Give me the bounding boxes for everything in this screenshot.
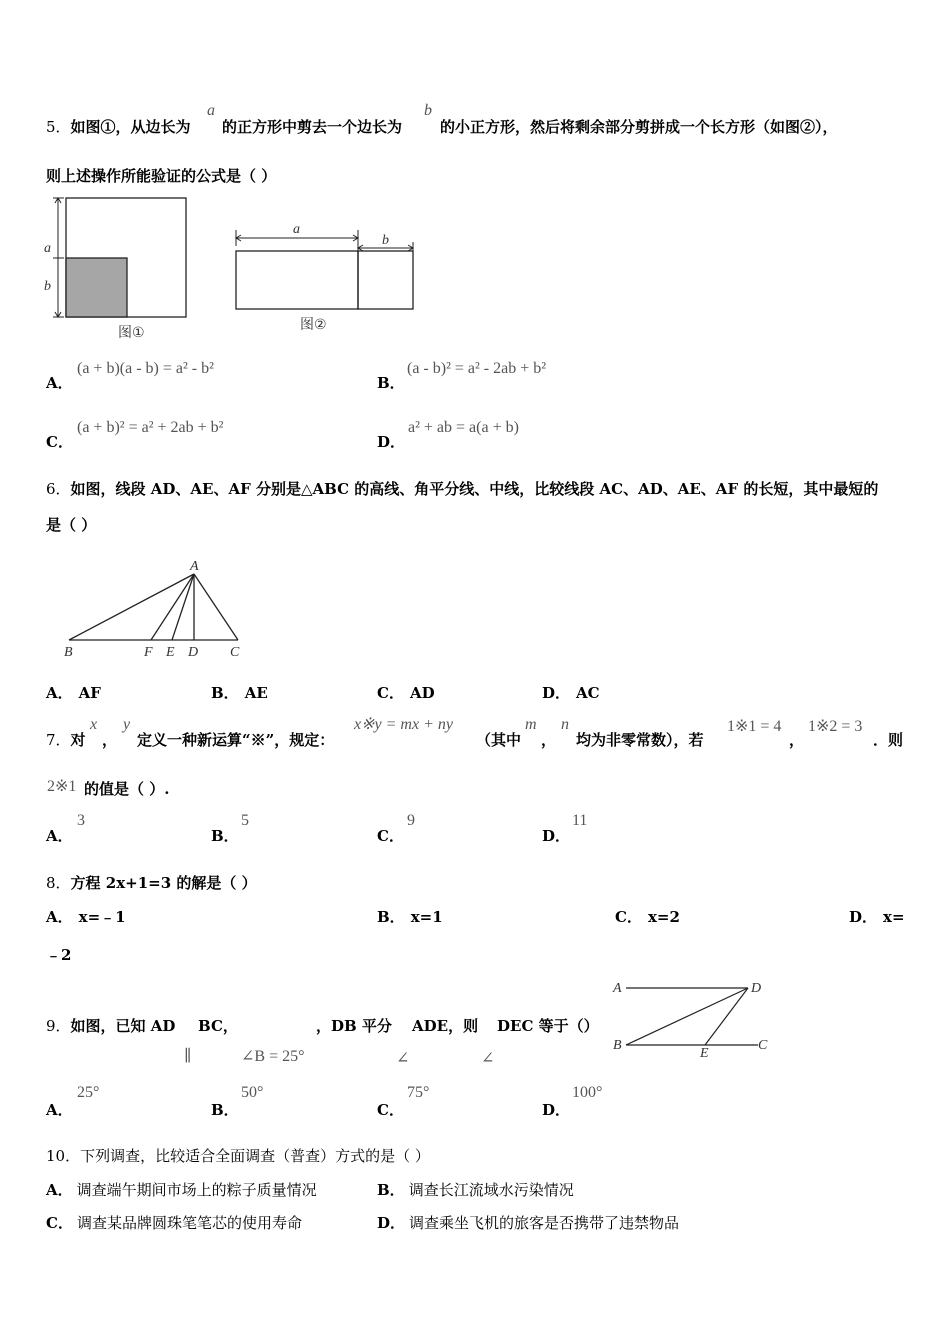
q9-number: 9．	[46, 1017, 71, 1035]
q8-option-c-value: x=2	[647, 908, 680, 926]
q8-option-d[interactable]	[849, 906, 905, 927]
q10-stem	[46, 1145, 430, 1166]
q10-option-a-value: 调查端午期间市场上的粽子质量情况	[76, 1181, 317, 1199]
q5-figure-2	[228, 218, 423, 338]
q8-option-b-label: B．	[377, 908, 405, 926]
q5-text-b: 的正方形中剪去一个边长为	[222, 118, 403, 136]
q9-t2: BC，	[198, 1017, 238, 1035]
q6-option-b-value: AE	[244, 684, 268, 702]
q9-t3: ，DB 平分	[316, 1017, 392, 1035]
q7-comma-2: ，	[541, 731, 557, 749]
q7-option-a-value[interactable]: 3	[77, 812, 85, 829]
q9-angle-symbol-2: ∠	[481, 1050, 495, 1067]
q5-line2: 则上述操作所能验证的公式是（ ）	[46, 167, 277, 185]
q6-option-b-label: B．	[211, 684, 239, 702]
q6-option-a-value: AF	[78, 684, 101, 702]
q7-cond-1: 1※1 = 4	[727, 718, 782, 735]
q8-option-c-label: C．	[615, 908, 642, 926]
q10-option-b-value: 调查长江流域水污染情况	[408, 1181, 574, 1199]
q10-option-c[interactable]	[46, 1212, 302, 1233]
q5-text-a: 如图①，从边长为	[70, 118, 191, 136]
q7-t4: 均为非零常数），若	[576, 731, 704, 749]
q6-option-c[interactable]	[377, 682, 435, 703]
q5-option-c-expr[interactable]: (a + b)² = a² + 2ab + b²	[77, 419, 224, 436]
q8-option-a[interactable]	[46, 906, 126, 927]
fig2-label-a: a	[293, 222, 300, 237]
q10-option-c-label: C．	[46, 1214, 73, 1232]
fig1-label-b: b	[44, 279, 51, 294]
fig2-caption: 图②	[300, 317, 327, 333]
q9-angle-symbol-1: ∠	[396, 1050, 410, 1067]
q6-line2: 是（ ）	[46, 516, 97, 534]
q7-option-d-label[interactable]: D．	[542, 827, 571, 845]
q9-point-b: B	[613, 1038, 622, 1053]
fig2-label-b: b	[382, 233, 389, 248]
q7-option-a-label[interactable]: A．	[46, 827, 73, 845]
q7-comma-3: ，	[789, 731, 805, 749]
q8-option-a-label: A．	[46, 908, 73, 926]
q10-number: 10．	[46, 1147, 81, 1165]
q5-option-b-expr[interactable]: (a - b)² = a² - 2ab + b²	[407, 360, 547, 377]
q7-option-d-value[interactable]: 11	[572, 812, 588, 829]
q9-t5: DEC 等于（）	[497, 1017, 599, 1035]
q9-option-b-label[interactable]: B．	[211, 1101, 239, 1119]
q6-point-b: B	[64, 645, 73, 660]
q10-option-d-value: 调查乘坐飞机的旅客是否携带了违禁物品	[409, 1214, 680, 1232]
q6-point-e: E	[166, 645, 175, 660]
q6-option-a-label: A．	[46, 684, 73, 702]
q6-point-c: C	[230, 645, 240, 660]
q5-number: 5．	[46, 118, 71, 136]
q7-option-c-value[interactable]: 9	[407, 812, 415, 829]
q5-text-c: 的小正方形，然后将剩余部分剪拼成一个长方形（如图②），	[440, 118, 838, 136]
q10-option-a-label: A．	[46, 1181, 73, 1199]
q5-option-a-label[interactable]: A．	[46, 374, 73, 392]
q9-angle-b: ∠B = 25°	[241, 1048, 305, 1065]
q10-text: 下列调查，比较适合全面调查（普查）方式的是（ ）	[80, 1147, 430, 1165]
q9-option-d-value[interactable]: 100°	[572, 1084, 603, 1101]
q6-triangle-figure	[60, 558, 255, 660]
q6-option-d-label: D．	[542, 684, 571, 702]
q6-option-d-value: AC	[576, 684, 600, 702]
q7-var-m: m	[525, 716, 537, 733]
q7-option-c-label[interactable]: C．	[377, 827, 404, 845]
q5-option-d-expr[interactable]: a² + ab = a(a + b)	[408, 419, 519, 436]
q8-stem	[46, 872, 257, 893]
q7-question-expr: 2※1	[47, 778, 77, 795]
q9-option-a-label[interactable]: A．	[46, 1101, 73, 1119]
fig1-label-a: a	[44, 241, 51, 256]
q10-option-b-label: B．	[377, 1181, 405, 1199]
q9-point-c: C	[758, 1038, 768, 1053]
q9-parallel-symbol: ∥	[184, 1048, 192, 1065]
q10-option-d-label: D．	[377, 1214, 406, 1232]
q5-option-d-label[interactable]: D．	[377, 433, 406, 451]
q10-option-c-value: 调查某品牌圆珠笔笔芯的使用寿命	[76, 1214, 302, 1232]
q5-option-b-label[interactable]: B．	[377, 374, 405, 392]
q5-option-c-label[interactable]: C．	[46, 433, 73, 451]
q7-var-x: x	[90, 716, 98, 733]
q7-number: 7．	[46, 731, 71, 749]
q8-number: 8．	[46, 874, 71, 892]
q5-option-a-expr[interactable]: (a + b)(a - b) = a² - b²	[77, 360, 214, 377]
fig1-caption: 图①	[118, 325, 145, 341]
q6-point-a: A	[190, 559, 199, 574]
q6-text: 如图，线段 AD、AE、AF 分别是△ABC 的高线、角平分线、中线，比较线段 AC、AD、AE、AF 的长短，其中最短的	[70, 480, 879, 498]
q7-t1: 对	[70, 731, 86, 749]
q6-stem	[46, 478, 878, 499]
q7-stem	[46, 729, 86, 750]
q10-option-a[interactable]	[46, 1179, 317, 1200]
q9-point-d: D	[751, 981, 762, 996]
q7-option-b-label[interactable]: B．	[211, 827, 239, 845]
q10-option-d[interactable]	[377, 1212, 679, 1233]
q7-cond-2: 1※2 = 3	[808, 718, 863, 735]
q7-var-y: y	[123, 716, 131, 733]
q6-point-f: F	[144, 645, 153, 660]
q8-option-b[interactable]	[377, 906, 443, 927]
q6-option-a[interactable]	[46, 682, 101, 703]
q7-rule: x※y = mx + ny	[354, 716, 453, 733]
q9-stem	[46, 1015, 175, 1036]
q7-t2: 定义一种新运算“※”，规定：	[137, 731, 335, 749]
q8-text: 方程 2x+1=3 的解是（ ）	[70, 874, 257, 892]
q7-var-n: n	[561, 716, 569, 733]
q9-option-d-label[interactable]: D．	[542, 1101, 571, 1119]
q7-comma: ，	[102, 731, 118, 749]
q8-option-d-wrap: ﹣2	[46, 946, 72, 964]
q8-option-c[interactable]	[615, 906, 680, 927]
q7-t3: （其中	[476, 731, 522, 749]
q6-option-c-label: C．	[377, 684, 404, 702]
q6-point-d: D	[188, 645, 199, 660]
q6-option-d[interactable]	[542, 682, 600, 703]
q5-var-a: a	[207, 102, 215, 119]
q5-stem	[46, 116, 191, 137]
q8-option-d-value: x=	[883, 908, 905, 926]
q5-var-b: b	[424, 102, 432, 119]
q5-figure-1	[40, 192, 195, 342]
q9-point-e: E	[700, 1046, 709, 1060]
q9-point-a: A	[613, 981, 622, 996]
q9-figure	[608, 978, 778, 1060]
q7-t5: ．则	[873, 731, 904, 749]
q9-t1: 如图，已知 AD	[70, 1017, 176, 1035]
q7-option-b-value[interactable]: 5	[241, 812, 249, 829]
q6-option-c-value: AD	[409, 684, 435, 702]
q9-option-a-value[interactable]: 25°	[77, 1084, 100, 1101]
q9-option-c-label[interactable]: C．	[377, 1101, 404, 1119]
q10-option-b[interactable]	[377, 1179, 574, 1200]
q6-number: 6．	[46, 480, 71, 498]
q6-option-b[interactable]	[211, 682, 268, 703]
q9-option-c-value[interactable]: 75°	[407, 1084, 430, 1101]
q9-t4: ADE，则	[412, 1017, 479, 1035]
q8-option-d-label: D．	[849, 908, 878, 926]
q8-option-b-value: x=1	[410, 908, 443, 926]
q9-option-b-value[interactable]: 50°	[241, 1084, 264, 1101]
q8-option-a-value: x=﹣1	[78, 908, 126, 926]
q7-line2: 的值是（ ）.	[84, 780, 170, 798]
